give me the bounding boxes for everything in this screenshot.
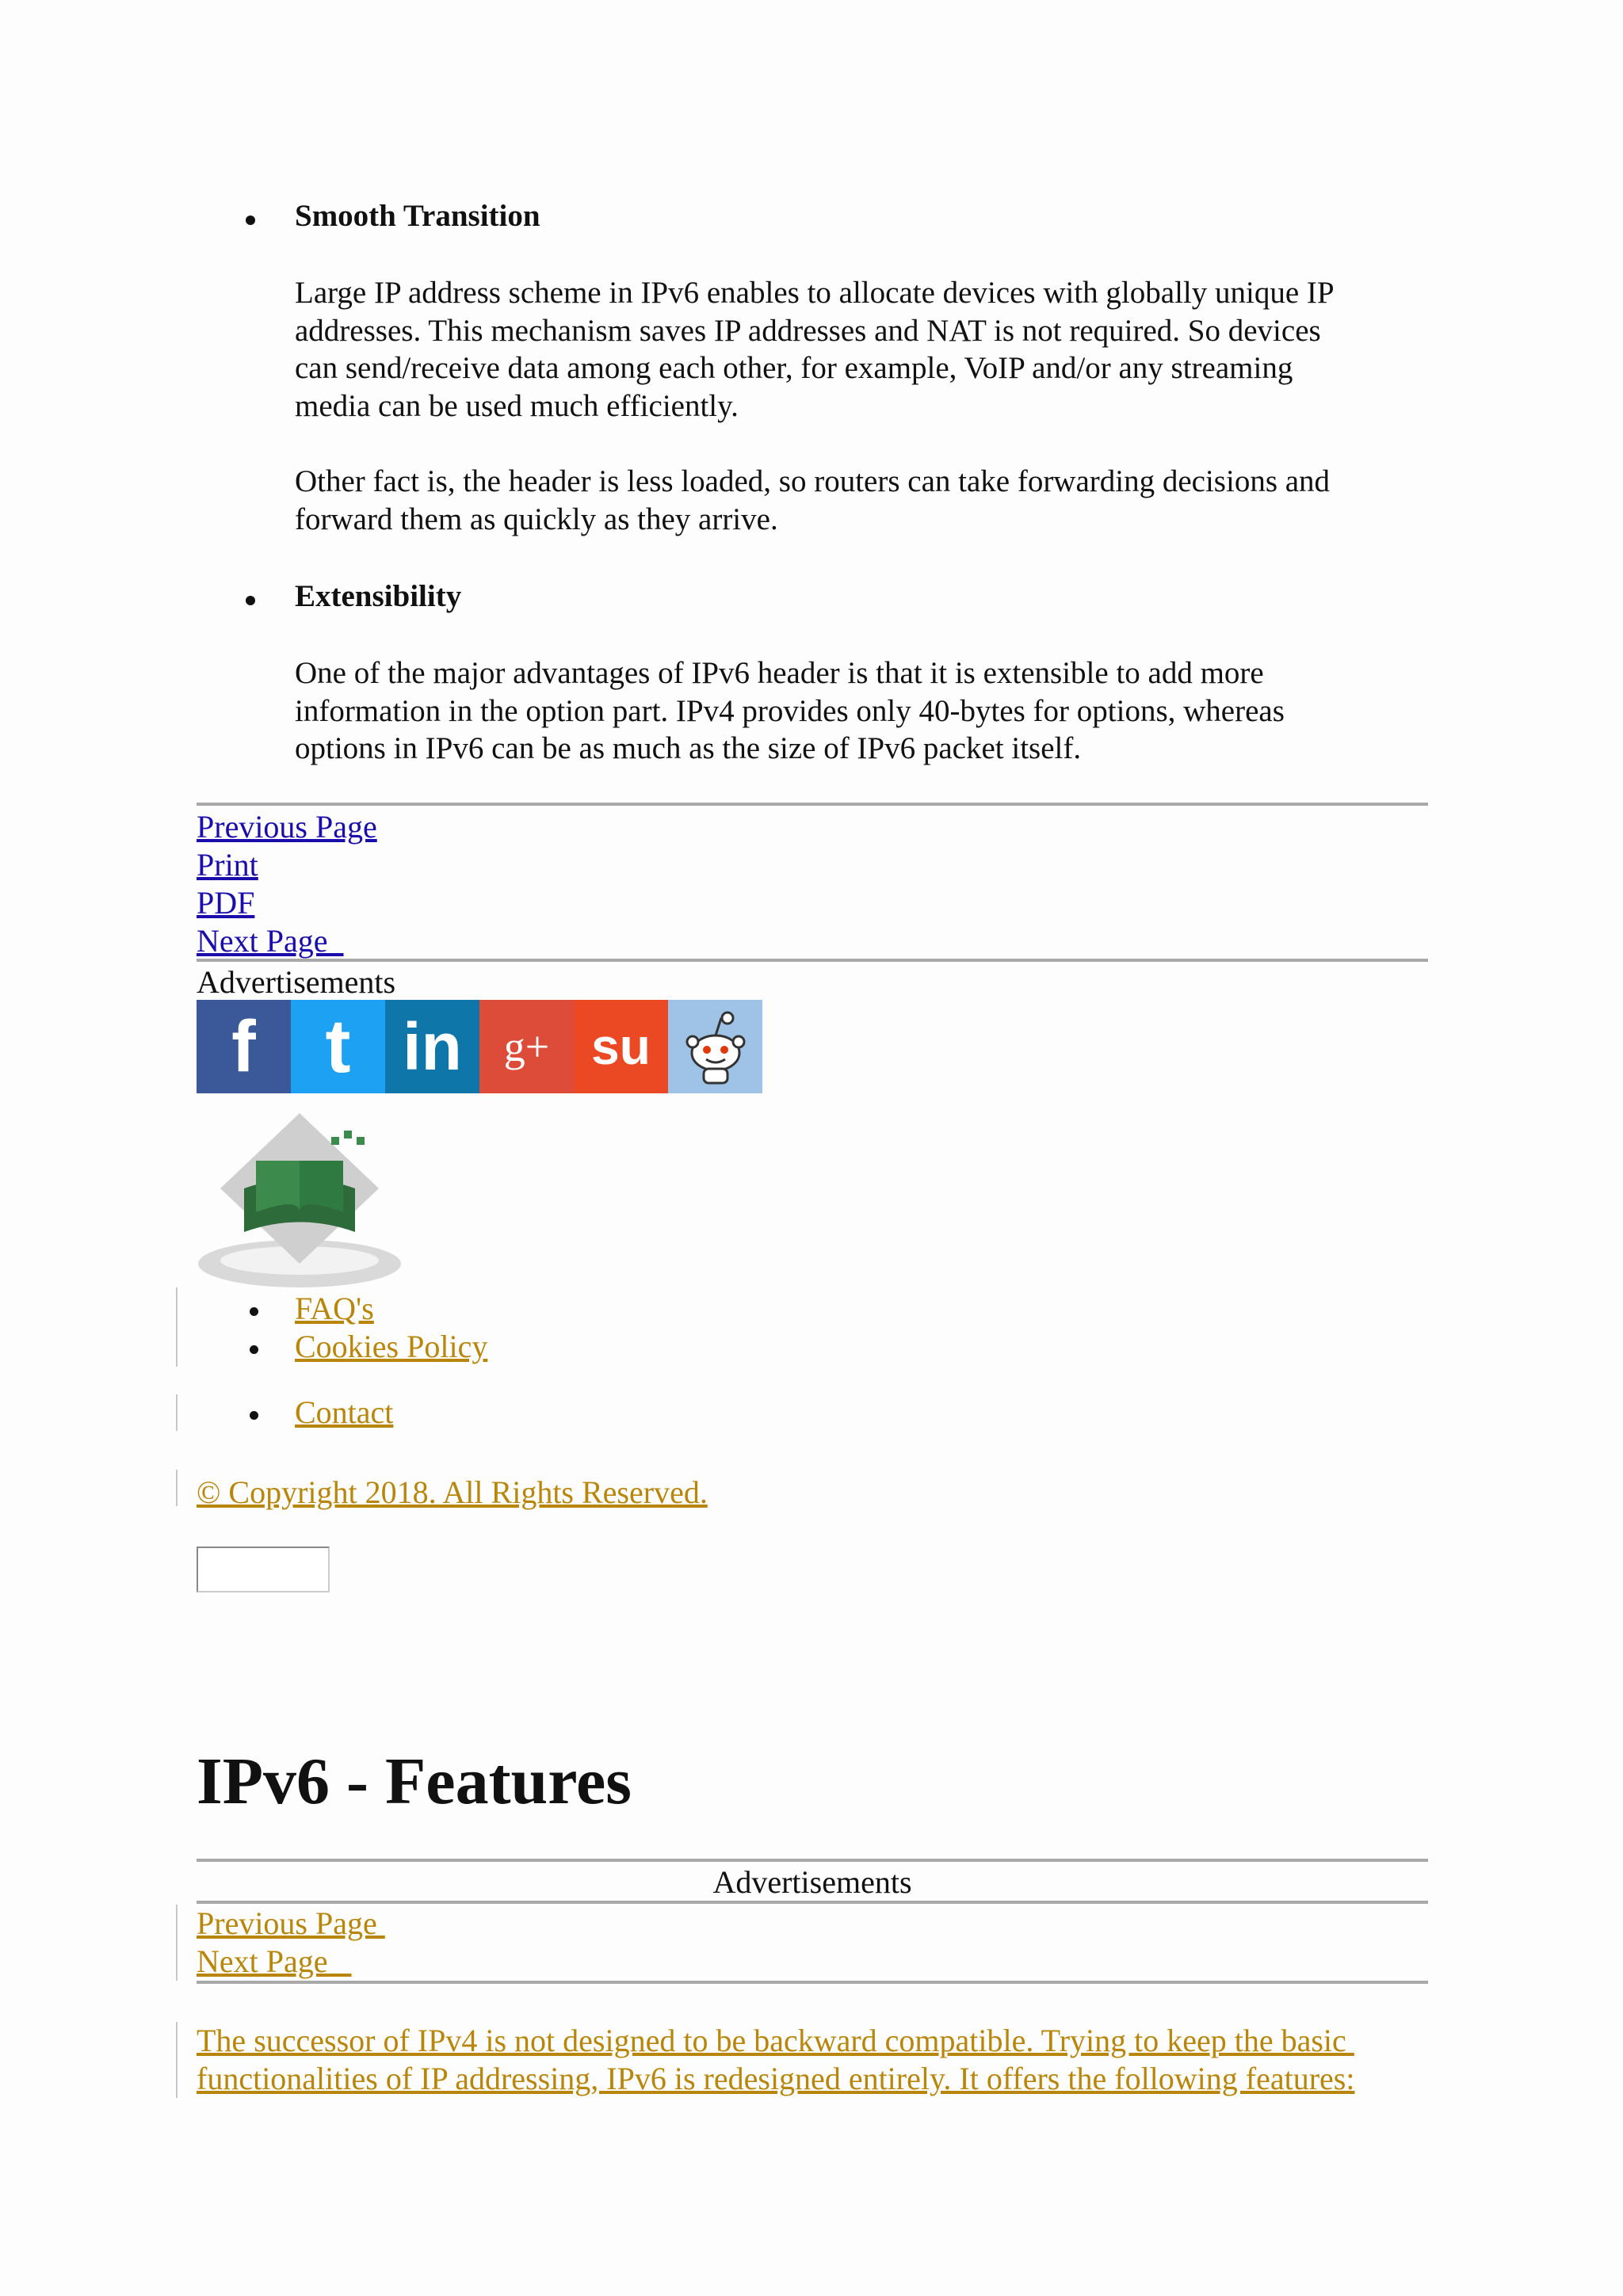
text-line: options in IPv6 can be as much as the size of IPv6 packet itself. xyxy=(295,731,1082,765)
linkedin-icon[interactable]: in xyxy=(385,1000,479,1093)
horizontal-rule xyxy=(197,959,1428,962)
googleplus-icon[interactable]: g+ xyxy=(479,1000,574,1093)
text-line: One of the major advantages of IPv6 header is that it is extensible to add more xyxy=(295,656,1264,690)
divider xyxy=(176,1287,178,1367)
cookies-policy-link[interactable]: Cookies Policy xyxy=(295,1329,488,1364)
contact-link[interactable]: Contact xyxy=(295,1394,394,1430)
feature-paragraph xyxy=(295,274,1420,425)
text-line: The successor of IPv4 is not designed to be backward compatible. Trying to keep the basic xyxy=(197,2023,1354,2058)
divider xyxy=(176,1905,178,1981)
divider xyxy=(176,1394,178,1431)
bullet-icon xyxy=(250,1307,258,1316)
bullet-icon xyxy=(246,596,255,605)
horizontal-rule xyxy=(197,803,1428,806)
logo-icon xyxy=(197,1113,403,1291)
advertisements-label: Advertisements xyxy=(712,1864,912,1900)
next-page-link[interactable]: Next Page xyxy=(197,1943,352,1979)
text-line: functionalities of IP addressing, IPv6 is redesigned entirely. It offers the following features: xyxy=(197,2061,1355,2096)
horizontal-rule xyxy=(197,1981,1428,1984)
next-page-link[interactable]: Next Page xyxy=(197,923,344,959)
divider xyxy=(176,2022,178,2098)
text-line: Other fact is, the header is less loaded, so routers can take forwarding decisions and xyxy=(295,464,1331,498)
previous-page-link[interactable]: Previous Page xyxy=(197,809,377,845)
divider xyxy=(176,1470,178,1506)
bullet-icon xyxy=(250,1411,258,1420)
text-line: information in the option part. IPv4 provides only 40-bytes for options, whereas xyxy=(295,693,1285,728)
faq-link[interactable]: FAQ's xyxy=(295,1291,374,1326)
reddit-alien-icon xyxy=(680,1007,751,1086)
previous-page-link[interactable]: Previous Page xyxy=(197,1905,385,1941)
feature-paragraph xyxy=(295,654,1420,768)
feature-title: Extensibility xyxy=(295,579,462,613)
text-line: addresses. This mechanism saves IP addresses and NAT is not required. So devices xyxy=(295,313,1321,348)
horizontal-rule xyxy=(197,1901,1428,1904)
reddit-icon[interactable] xyxy=(668,1000,762,1093)
horizontal-rule xyxy=(197,1859,1428,1862)
pdf-link[interactable]: PDF xyxy=(197,885,255,921)
text-line: Large IP address scheme in IPv6 enables to allocate devices with globally unique IP xyxy=(295,276,1335,310)
search-input[interactable] xyxy=(197,1547,330,1592)
stumbleupon-icon[interactable]: su xyxy=(574,1000,668,1093)
text-line: media can be used much efficiently. xyxy=(295,388,739,423)
text-line: can send/receive data among each other, for example, VoIP and/or any streaming xyxy=(295,351,1293,385)
print-link[interactable]: Print xyxy=(197,847,258,883)
site-logo xyxy=(197,1113,403,1291)
twitter-icon[interactable]: t xyxy=(291,1000,385,1093)
feature-title: Smooth Transition xyxy=(295,199,540,233)
page-title: IPv6 - Features xyxy=(197,1745,632,1818)
feature-paragraph xyxy=(295,463,1420,538)
bullet-icon xyxy=(250,1345,258,1354)
facebook-icon[interactable]: f xyxy=(197,1000,291,1093)
text-line: forward them as quickly as they arrive. xyxy=(295,502,778,536)
intro-paragraph-link[interactable] xyxy=(197,2022,1449,2098)
bullet-icon xyxy=(246,215,255,225)
social-share-bar xyxy=(197,1000,762,1093)
copyright-link[interactable]: © Copyright 2018. All Rights Reserved. xyxy=(197,1474,708,1510)
advertisements-label: Advertisements xyxy=(197,964,396,1000)
